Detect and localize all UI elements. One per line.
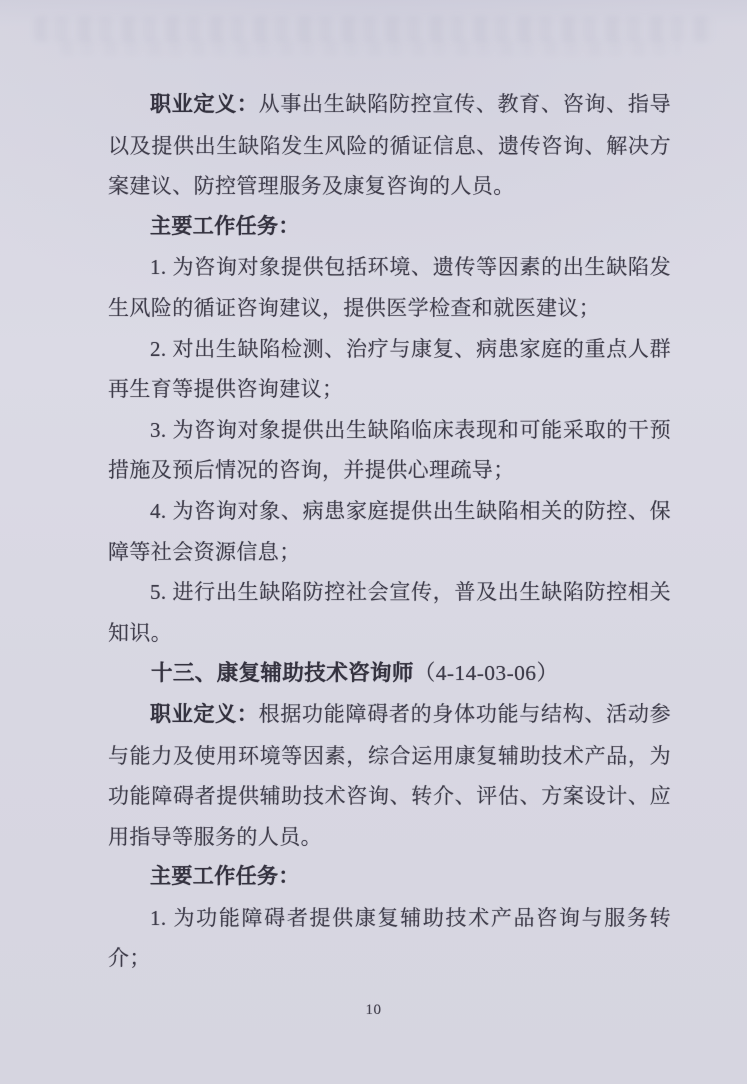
main-tasks-heading-section-13: 主要工作任务： bbox=[150, 865, 300, 889]
task-item-1: 1. 为咨询对象提供包括环境、遗传等因素的出生缺陷发生风险的循证咨询建议，提供医学检查和就医建议； bbox=[108, 255, 671, 320]
definition-paragraph-section-13 bbox=[108, 694, 671, 857]
page-number: 10 bbox=[365, 1002, 382, 1018]
definition-label: 职业定义： bbox=[150, 702, 259, 726]
section-13-title: 十三、康复辅助技术咨询师 bbox=[151, 661, 414, 686]
section-13-occupation-code: （4-14-03-06） bbox=[413, 661, 559, 686]
definition-text: 从事出生缺陷防控宣传、教育、咨询、指导以及提供出生缺陷发生风险的循证信息、遗传咨询、解决方案建议、防控管理服务及康复咨询的人员。 bbox=[108, 92, 671, 199]
ink-bleed-artifact bbox=[34, 16, 714, 42]
definition-paragraph-prev-occupation bbox=[108, 84, 671, 207]
task-item-2: 2. 对出生缺陷检测、治疗与康复、病患家庭的重点人群再生育等提供咨询建议； bbox=[108, 336, 671, 402]
definition-text: 根据功能障碍者的身体功能与结构、活动参与能力及使用环境等因素，综合运用康复辅助技术产品，为功能障碍者提供辅助技术咨询、转介、评估、方案设计、应用指导等服务的人员。 bbox=[108, 701, 671, 849]
document-body-text bbox=[108, 84, 671, 979]
task-item-1-section-13: 1. 为功能障碍者提供康复辅助技术产品咨询与服务转介； bbox=[108, 905, 671, 971]
definition-label: 职业定义： bbox=[150, 93, 259, 116]
task-item-3: 3. 为咨询对象提供出生缺陷临床表现和可能采取的干预措施及预后情况的咨询，并提供心理疏导； bbox=[108, 417, 671, 483]
main-tasks-heading-prev-occupation: 主要工作任务： bbox=[150, 214, 300, 238]
ink-bleed-artifact bbox=[60, 40, 680, 56]
task-item-4: 4. 为咨询对象、病患家庭提供出生缺陷相关的防控、保障等社会资源信息； bbox=[108, 498, 671, 564]
task-item-5: 5. 进行出生缺陷防控社会宣传，普及出生缺陷防控相关知识。 bbox=[108, 580, 671, 645]
section-13-heading bbox=[108, 653, 671, 694]
